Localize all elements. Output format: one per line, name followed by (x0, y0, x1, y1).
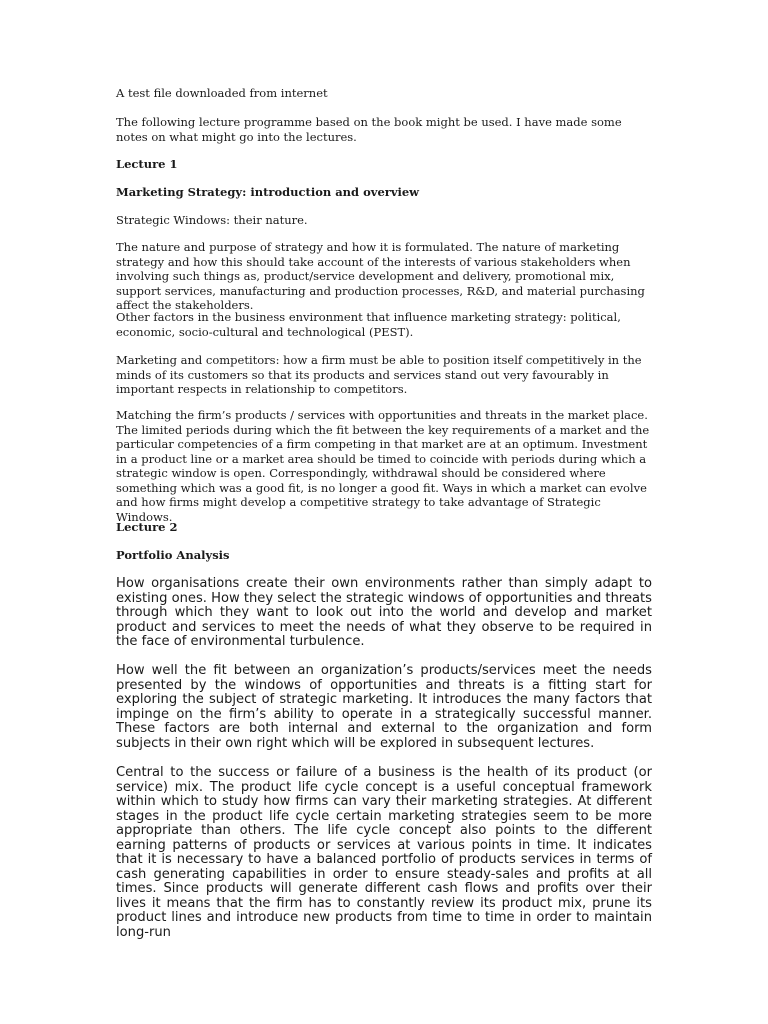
intro-paragraph: The following lecture programme based on the book might be used. I have made some notes on what might go into the lectures. (116, 115, 622, 144)
lecture-1-paragraph: Matching the firm’s products / services with opportunities and threats in the market place. The limited periods during which the fit between the key requirements of a market and the particular competencies of a firm competing in that market are at an optimum. Investment in a product line or a market area should be timed to coincide with periods during which a strategic window is open. Correspondingly, withdrawal should be considered where something which was a good fit, is no longer a good fit. Ways in which a market can evolve and how firms might develop a competitive strategy to take advantage of Strategic Windows. (116, 408, 650, 524)
lecture-1-heading: Lecture 1 (116, 157, 178, 171)
lecture-2-paragraph: How organisations create their own environments rather than simply adapt to existing ones. How they select the strategic windows of opportunities and threats through which they want to look out into the world and develop and market product and services to meet the needs of what they observe to be required in the face of environmental turbulence. (116, 576, 652, 649)
lecture-2-heading: Lecture 2 (116, 520, 178, 534)
lecture-1-paragraph: Strategic Windows: their nature. (116, 213, 308, 227)
lecture-1-paragraph: Other factors in the business environment that influence marketing strategy: political, economic, socio-cultural and technological (PEST). (116, 310, 621, 339)
lecture-1-paragraph: The nature and purpose of strategy and how it is formulated. The nature of marketing strategy and how this should take account of the interests of various stakeholders when involving such things as, product/service development and delivery, promotional mix, support services, manufacturing and production processes, R&D, and material purchasing affect the stakeholders. (116, 240, 645, 312)
intro-line: A test file downloaded from internet (116, 86, 328, 100)
lecture-1-title: Marketing Strategy: introduction and overview (116, 185, 420, 199)
lecture-2-title: Portfolio Analysis (116, 548, 230, 562)
lecture-2-paragraph: How well the fit between an organization’s products/services meet the needs presented by the windows of opportunities and threats is a fitting start for exploring the subject of strategic marketing. It introduces the many factors that impinge on the firm’s ability to operate in a strategically successful manner. These factors are both internal and external to the organization and form subjects in their own right which will be explored in subsequent lectures. (116, 663, 652, 751)
lecture-1-paragraph: Marketing and competitors: how a firm must be able to position itself competitively in the minds of its customers so that its products and services stand out very favourably in important respects in relationship to competitors. (116, 353, 642, 396)
lecture-2-paragraph: Central to the success or failure of a business is the health of its product (or service) mix. The product life cycle concept is a useful conceptual framework within which to study how firms can vary their marketing strategies. At different stages in the product life cycle certain marketing strategies seem to be more appropriate than others. The life cycle concept also points to the different earning patterns of products or services at various points in time. It indicates that it is necessary to have a balanced portfolio of products services in terms of cash generating capabilities in order to ensure steady-sales and profits at all times. Since products will generate different cash flows and profits over their lives it means that the firm has to constantly review its product mix, prune its product lines and introduce new products from time to time in order to maintain long-run (116, 765, 652, 940)
